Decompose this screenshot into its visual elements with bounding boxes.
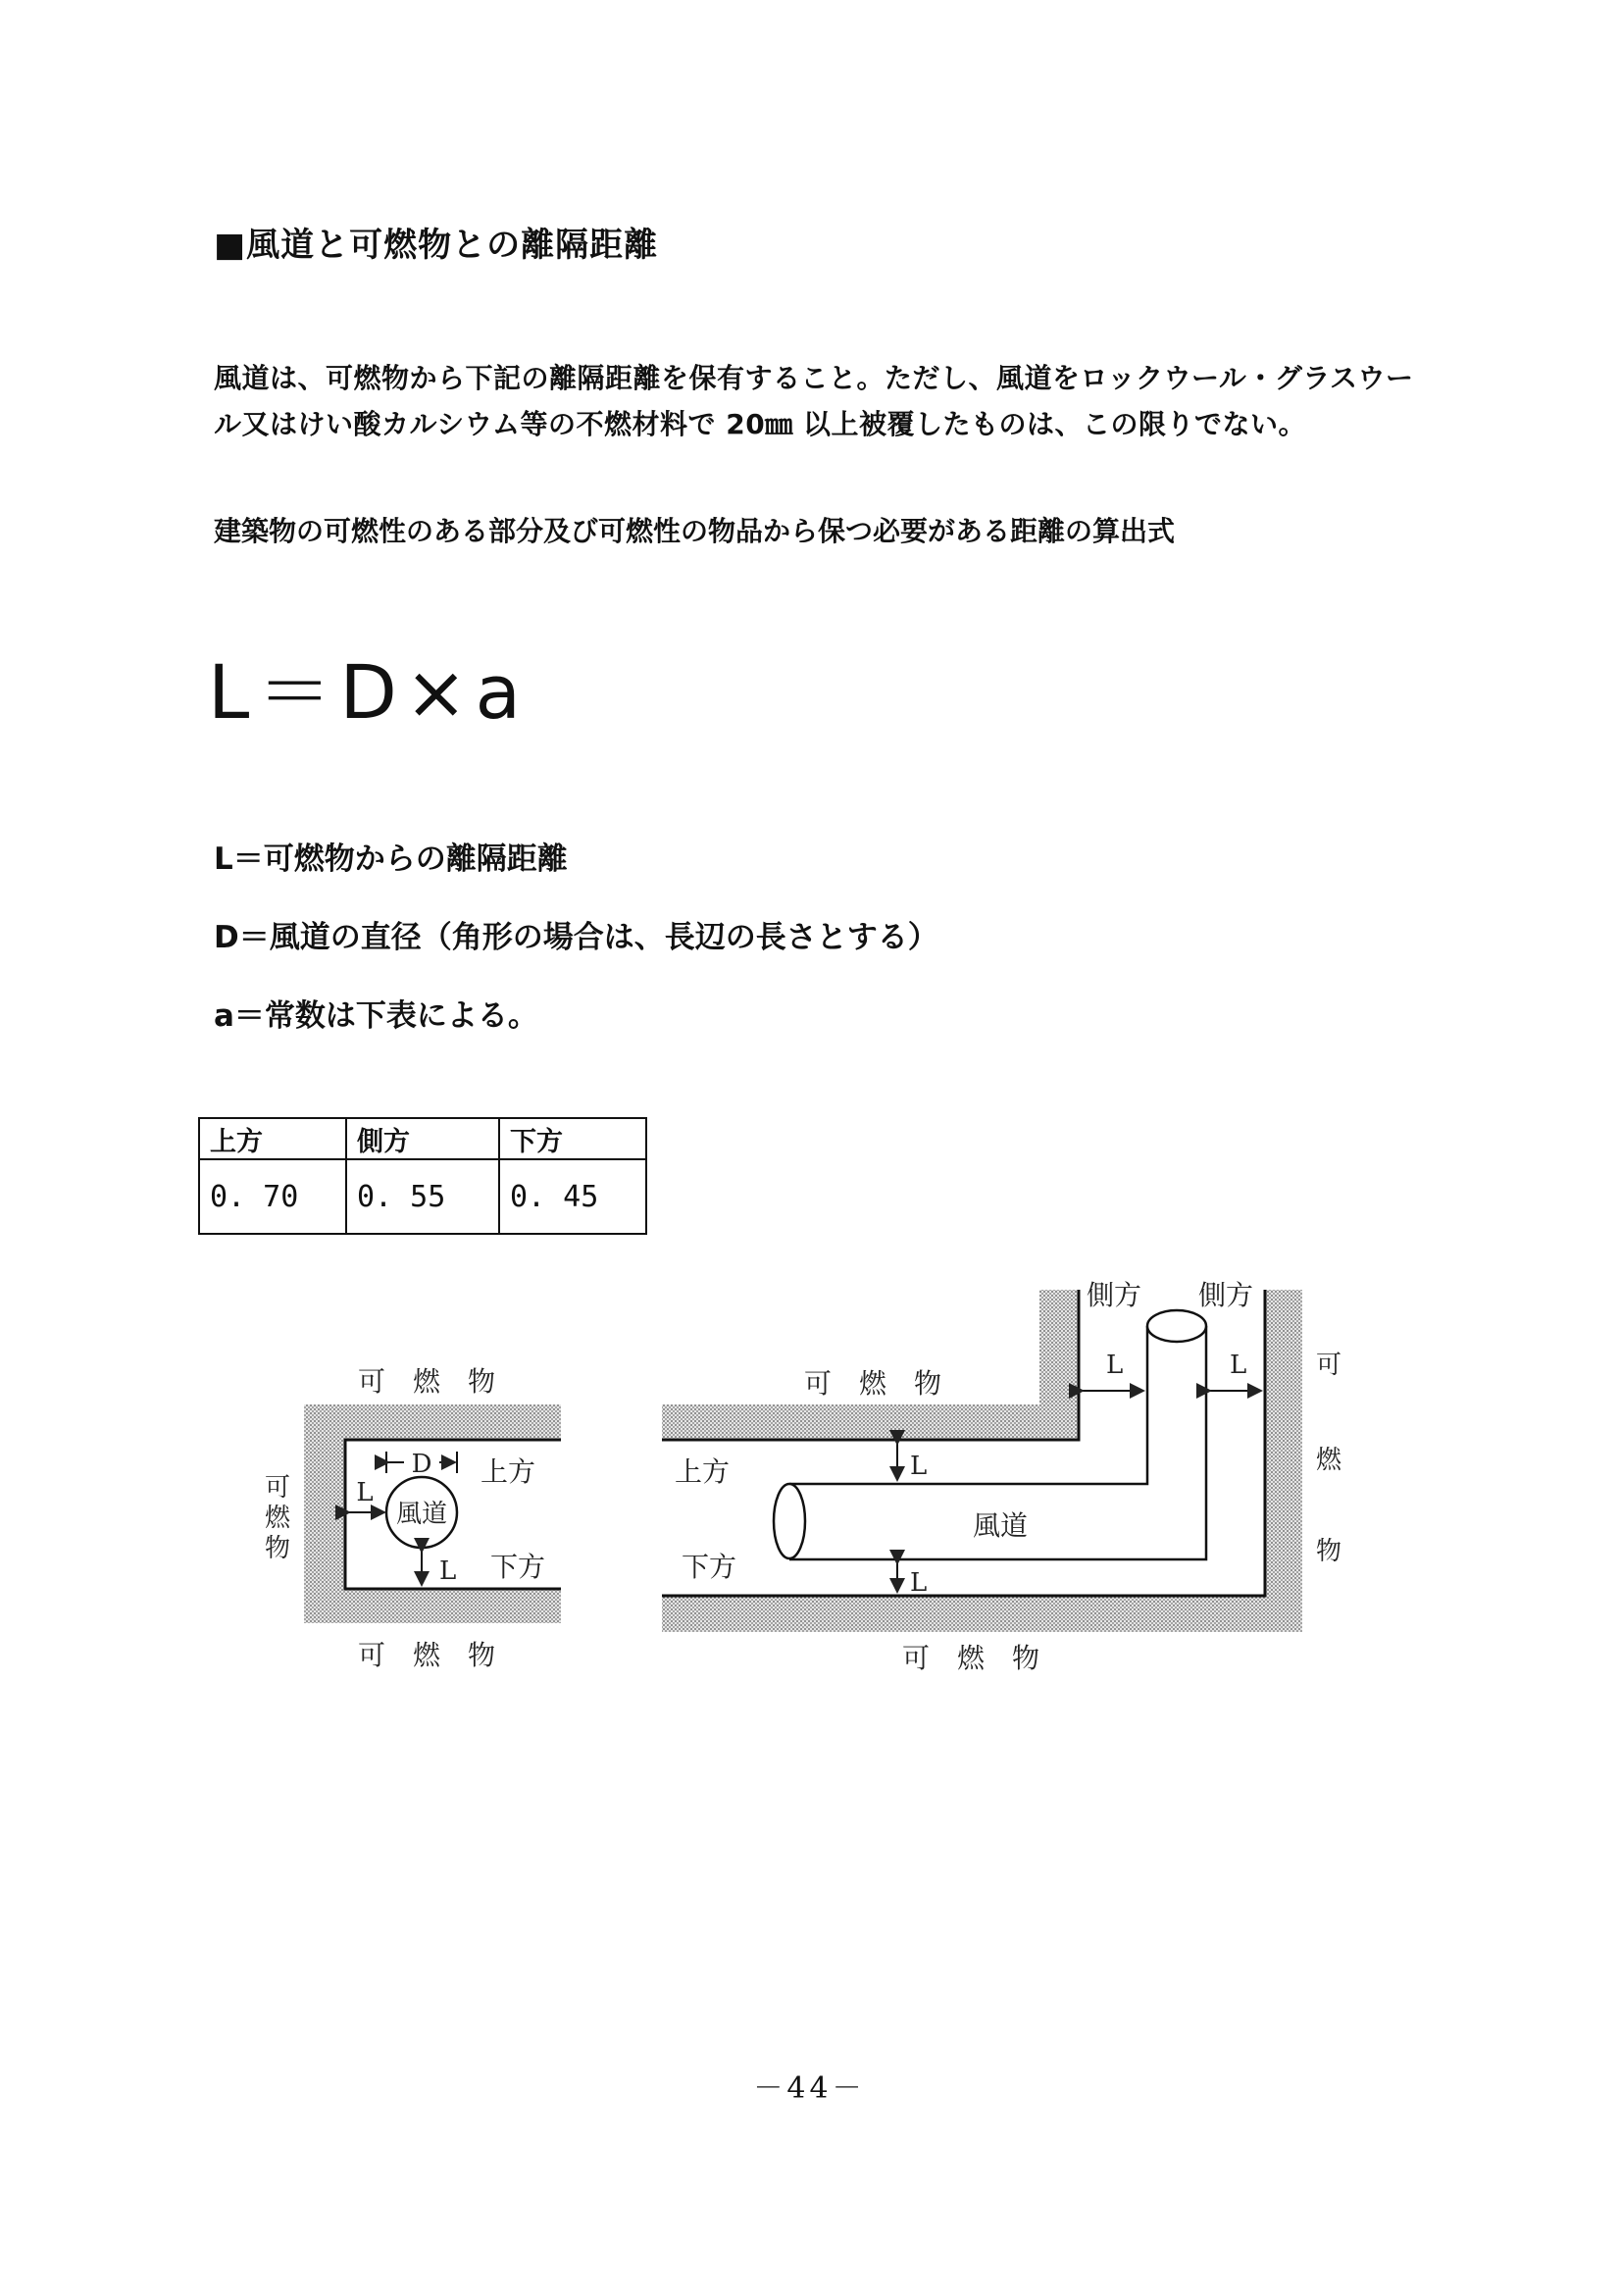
definition-L: L＝可燃物からの離隔距離 [214,842,568,877]
table-header-above: 上方 [199,1118,346,1159]
duct-label-right: 風道 [972,1509,1029,1542]
table-header-below: 下方 [499,1118,646,1159]
dimension-L-above: L [910,1452,928,1481]
combustible-hatch-right [662,1290,1079,1440]
combustible-label-top-left: 可 燃 物 [357,1365,496,1398]
combustible-right-char-2: 燃 [1315,1446,1342,1475]
definition-a: a＝常数は下表による。 [214,998,538,1034]
paragraph-line-1: 風道は、可燃物から下記の離隔距離を保有すること。ただし、風道をロックウール・グラスウー [214,362,1414,394]
elbow-duct-diagram [662,1279,1342,1674]
combustible-label-side-char-2: 燃 [264,1504,291,1533]
combustible-label-side-char-3: 物 [264,1534,291,1563]
paragraph-line-2: ル又はけい酸カルシウム等の不燃材料で 20㎜ 以上被覆したものは、この限りでない。 [214,408,1306,440]
above-label-right: 上方 [675,1455,731,1488]
dimension-L-left-below: L [439,1556,457,1586]
combustible-label-bottom-right: 可 燃 物 [901,1642,1040,1674]
table-header-side: 側方 [346,1118,499,1159]
dimension-L-below: L [910,1568,928,1598]
section-heading: ■風道と可燃物との離隔距離 [214,226,659,265]
duct-end-vertical [1147,1310,1206,1342]
below-label-left: 下方 [490,1551,546,1583]
side-label-1: 側方 [1087,1279,1142,1311]
table-value-side: 0. 55 [346,1159,499,1234]
combustible-label-top-right: 可 燃 物 [803,1367,942,1400]
formula-heading: 建築物の可燃性のある部分及び可燃性の物品から保つ必要がある距離の算出式 [214,515,1176,547]
duct-label-left: 風道 [395,1500,448,1529]
dimension-D: D [411,1450,432,1479]
table-value-below: 0. 45 [499,1159,646,1234]
cross-section-diagram [265,1365,561,1671]
page-number: －44－ [753,2071,866,2106]
dimension-L-side-right: L [1230,1351,1247,1380]
formula: L＝D×a [208,648,530,736]
side-label-2: 側方 [1198,1279,1254,1311]
dimension-L-side-left: L [1106,1351,1124,1380]
combustible-label-side-char-1: 可 [264,1473,291,1503]
combustible-right-char-1: 可 [1315,1351,1342,1380]
combustible-label-bottom-left: 可 燃 物 [357,1639,496,1671]
duct-end-horizontal [774,1484,805,1558]
dimension-L-left-side: L [356,1478,374,1507]
below-label-right: 下方 [682,1551,737,1583]
combustible-right-char-3: 物 [1315,1537,1342,1566]
definition-D: D＝風道の直径（角形の場合は、長辺の長さとする） [214,920,938,955]
above-label-left: 上方 [481,1455,536,1488]
table-value-above: 0. 70 [199,1159,346,1234]
